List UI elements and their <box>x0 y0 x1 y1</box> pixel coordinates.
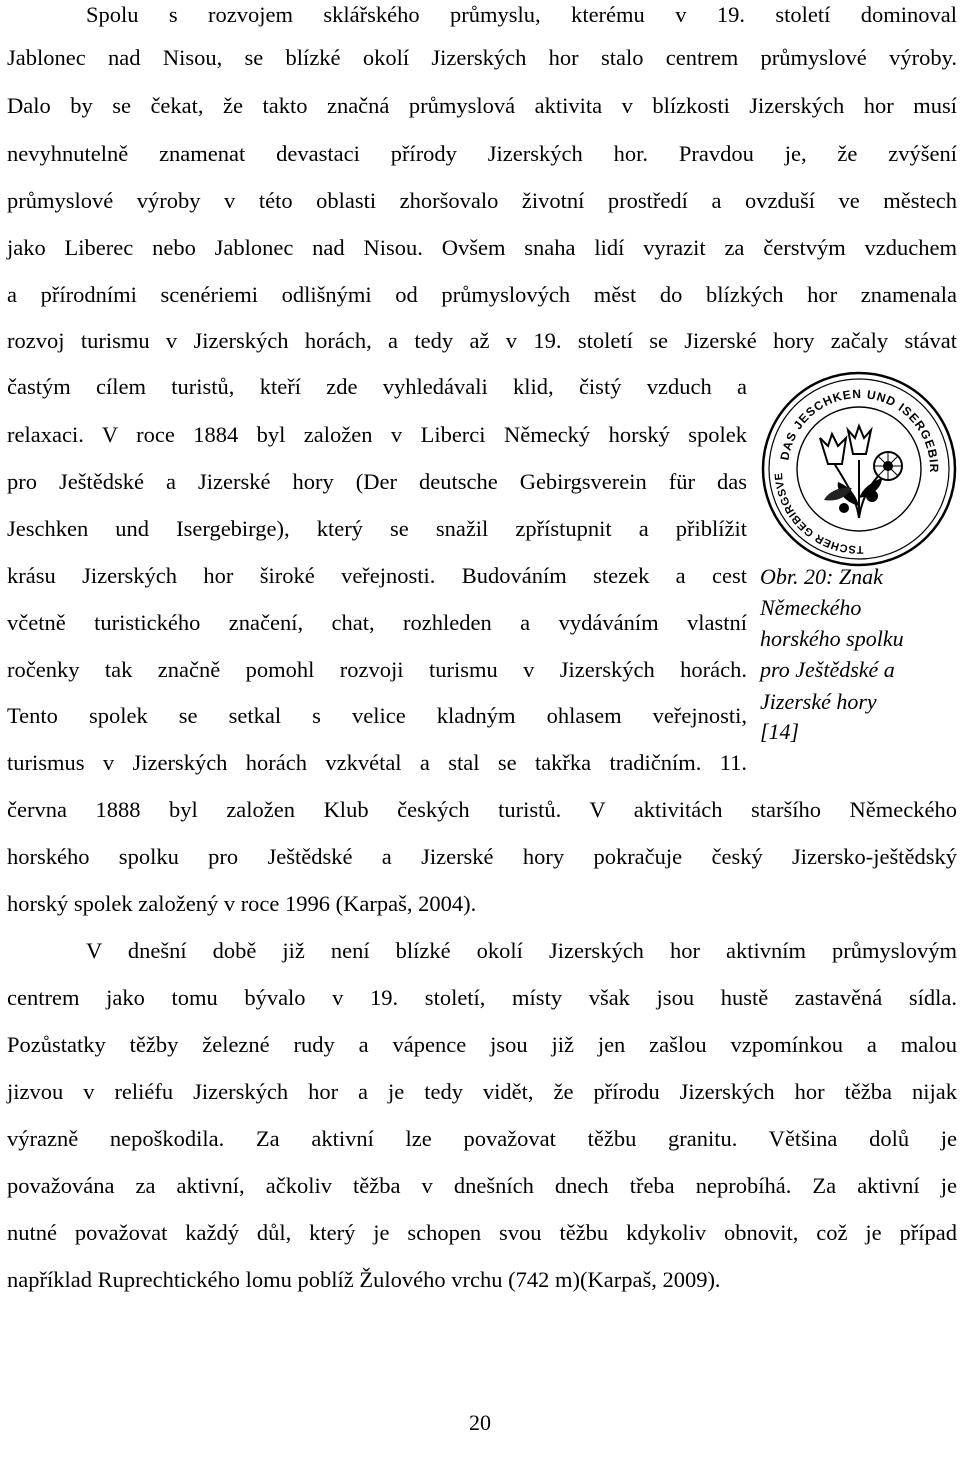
paragraph-line: a přírodními scenériemi odlišnými od průmyslových měst do blízkých hor znamenala <box>7 282 957 307</box>
paragraph-line: centrem jako tomu bývalo v 19. století, místy však jsou hustě zastavěná sídla. <box>7 985 957 1010</box>
paragraph-line: rozvoj turismu v Jizerských horách, a tedy až v 19. století se Jizerské hory začaly stávat <box>7 328 957 353</box>
paragraph-line: Tento spolek se setkal s velice kladným ohlasem veřejnosti, <box>7 703 747 728</box>
paragraph-line: jizvou v reliéfu Jizerských hor a je tedy vidět, že přírodu Jizerských hor těžba nijak <box>7 1079 957 1104</box>
paragraph-line: častým cílem turistů, kteří zde vyhledávali klid, čistý vzduch a <box>7 374 747 399</box>
figure-caption-line: horského spolku <box>760 626 904 651</box>
paragraph-line: Dalo by se čekat, že takto značná průmyslová aktivita v blízkosti Jizerských hor musí <box>7 93 957 118</box>
paragraph-line: V dnešní době již není blízké okolí Jizerských hor aktivním průmyslovým <box>86 938 957 963</box>
paragraph-line: Spolu s rozvojem sklářského průmyslu, kterému v 19. století dominoval <box>86 2 957 27</box>
figure-caption-line: [14] <box>760 719 800 744</box>
seal-text-left: TSCHER GEBIRGSVE <box>772 471 864 556</box>
paragraph-line: například Ruprechtického lomu poblíž Žulového vrchu (742 m)(Karpaš, 2009). <box>7 1267 721 1292</box>
paragraph-line: průmyslové výroby v této oblasti zhoršovalo životní prostředí a ovzduší ve městech <box>7 188 957 213</box>
society-seal-image <box>758 368 960 570</box>
paragraph-line: jako Liberec nebo Jablonec nad Nisou. Ovšem snaha lidí vyrazit za čerstvým vzduchem <box>7 235 957 260</box>
figure-caption-line: pro Ještědské a <box>760 657 895 682</box>
paragraph-line: nevyhnutelně znamenat devastaci přírody Jizerských hor. Pravdou je, že zvýšení <box>7 141 957 166</box>
figure-caption-line: Obr. 20: Znak <box>760 564 883 589</box>
paragraph-line: krásu Jizerských hor široké veřejnosti. Budováním stezek a cest <box>7 563 747 588</box>
seal-text-top: DAS JESCHKEN UND ISERGEBIR <box>777 386 942 474</box>
paragraph-line: včetně turistického značení, chat, rozhleden a vydáváním vlastní <box>7 610 747 635</box>
paragraph-line: horský spolek založený v roce 1996 (Karpaš, 2004). <box>7 891 477 916</box>
paragraph-line: Jablonec nad Nisou, se blízké okolí Jizerských hor stalo centrem průmyslové výroby. <box>7 45 957 70</box>
paragraph-line: Pozůstatky těžby železné rudy a vápence jsou již jen zašlou vzpomínkou a malou <box>7 1032 957 1057</box>
paragraph-line: Jeschken und Isergebirge), který se snažil zpřístupnit a přiblížit <box>7 516 747 541</box>
paragraph-line: výrazně nepoškodila. Za aktivní lze považovat těžbu granitu. Většina dolů je <box>7 1126 957 1151</box>
paragraph-line: horského spolku pro Ještědské a Jizerské hory pokračuje český Jizersko-ještědský <box>7 844 957 869</box>
paragraph-line: června 1888 byl založen Klub českých turistů. V aktivitách staršího Německého <box>7 797 957 822</box>
paragraph-line: nutné považovat každý důl, který je schopen svou těžbu kdykoliv obnovit, což je případ <box>7 1220 957 1245</box>
paragraph-line: pro Ještědské a Jizerské hory (Der deutsche Gebirgsverein für das <box>7 469 747 494</box>
paragraph-line: ročenky tak značně pomohl rozvoji turismu v Jizerských horách. <box>7 657 747 682</box>
page-number: 20 <box>469 1410 491 1435</box>
paragraph-line: relaxaci. V roce 1884 byl založen v Liberci Německý horský spolek <box>7 422 747 447</box>
paragraph-line: turismus v Jizerských horách vzkvétal a stal se takřka tradičním. 11. <box>7 750 747 775</box>
figure-caption-line: Německého <box>760 595 862 620</box>
figure-caption-line: Jizerské hory <box>760 689 877 714</box>
paragraph-line: považována za aktivní, ačkoliv těžba v dnešních dnech třeba neprobíhá. Za aktivní je <box>7 1173 957 1198</box>
